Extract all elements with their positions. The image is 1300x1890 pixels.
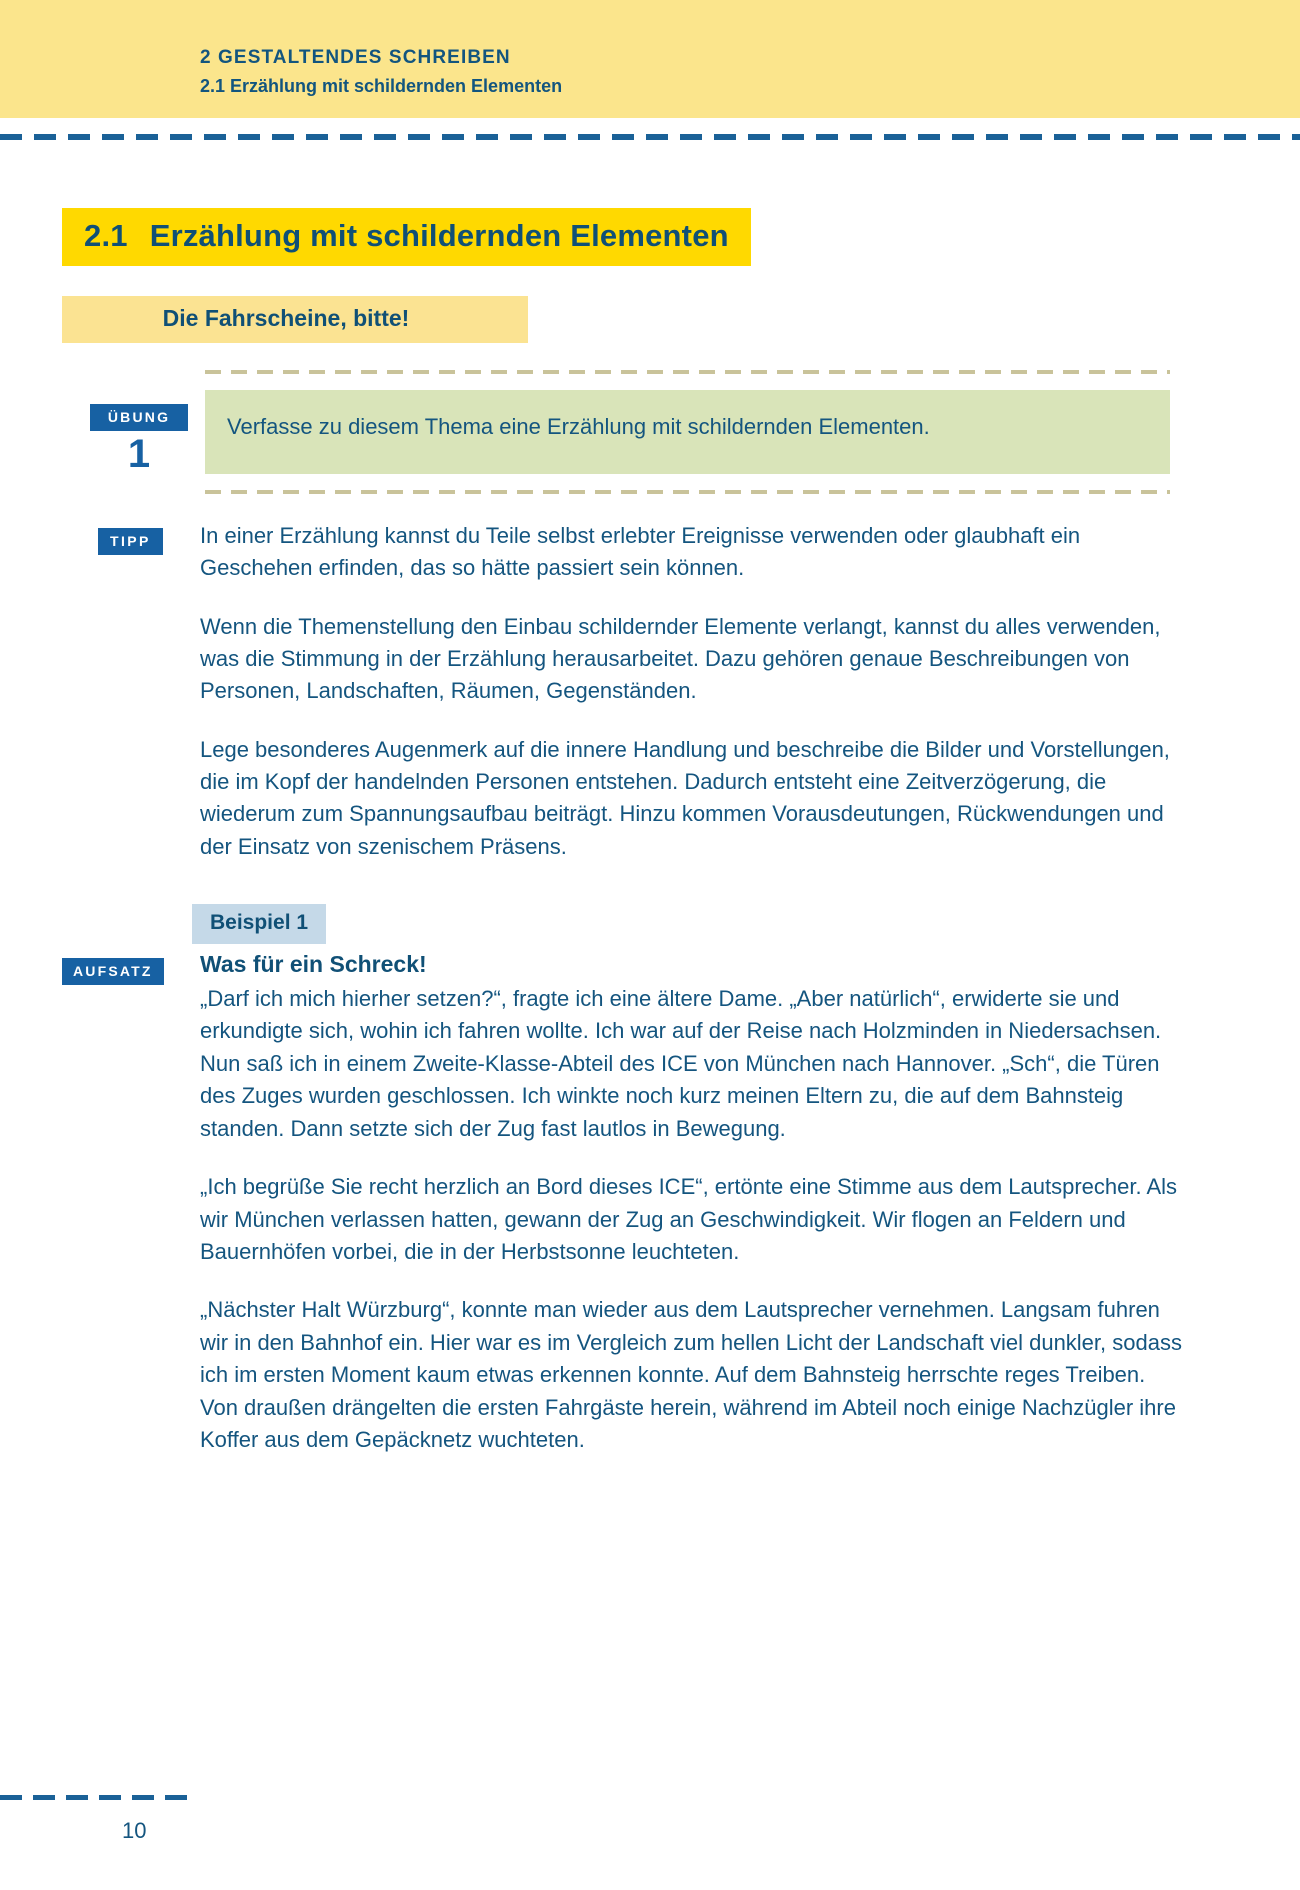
running-header-band	[0, 0, 1300, 118]
essay-body	[200, 950, 1185, 1457]
footer-dashed-rule	[0, 1795, 188, 1800]
running-header-text	[200, 46, 562, 99]
tip-paragraph: Lege besonderes Augenmerk auf die innere Handlung und beschreibe die Bilder und Vorstellungen, die im Kopf der handelnden Personen entstehen. Dadurch entsteht eine Zeitverzögerung, die wiederum zum Spannungsaufbau beiträgt. Hinzu kommen Vorausdeutungen, Rückwendungen und der Einsatz von szenischem Präsens.	[200, 736, 1170, 859]
exercise-bottom-dashed-rule	[205, 490, 1170, 494]
exercise-box-wrapper	[205, 370, 1170, 494]
essay-paragraph: „Nächster Halt Würzburg“, konnte man wieder aus dem Lautsprecher vernehmen. Langsam fuhren wir in den Bahnhof ein. Hier war es im Vergleich zum hellen Licht der Landschaft viel dunkler, sodass ich im ersten Moment kaum etwas erkennen konnte. Auf dem Bahnsteig herrschte reges Treiben. Von draußen drängelten die ersten Fahrgäste herein, während im Abteil noch einige Nachzügler ihre Koffer aus dem Gepäcknetz wuchteten.	[200, 1297, 1182, 1453]
exercise-badge-label: ÜBUNG	[90, 404, 188, 431]
topic-bar: Die Fahrscheine, bitte!	[62, 296, 528, 343]
page-number: 10	[122, 1818, 147, 1843]
exercise-block	[0, 370, 1300, 500]
essay-title: Was für ein Schreck!	[200, 951, 427, 977]
essay-badge: AUFSATZ	[62, 958, 164, 985]
header-chapter-title: 2 GESTALTENDES SCHREIBEN	[200, 47, 511, 68]
exercise-bottom-gap	[205, 474, 1170, 490]
page-title-number: 2.1	[84, 218, 128, 253]
page-title	[62, 208, 751, 266]
exercise-number: 1	[127, 432, 151, 476]
header-section-title: 2.1 Erzählung mit schildernden Elementen	[200, 75, 563, 96]
essay-paragraph: „Ich begrüße Sie recht herzlich an Bord dieses ICE“, ertönte eine Stimme aus dem Lautsprecher. Als wir München verlassen hatten, gewann der Zug an Geschwindigkeit. Wir flogen an Feldern und Bauernhöfen vorbei, die in der Herbstsonne leuchteten.	[200, 1174, 1178, 1264]
essay-paragraph: „Darf ich mich hierher setzen?“, fragte ich eine ältere Dame. „Aber natürlich“, erwiderte sie und erkundigte sich, wohin ich fahren wollte. Ich war auf der Reise nach Holzminden in Niedersachsen. Nun saß ich in einem Zweite-Klasse-Abteil des ICE von München nach Hannover. „Sch“, die Türen des Zuges wurden geschlossen. Ich winkte noch kurz meinen Eltern zu, die auf dem Bahnsteig standen. Dann setzte sich der Zug fast lautlos in Bewegung.	[200, 985, 1162, 1141]
tip-body-text	[200, 520, 1185, 863]
exercise-badge	[90, 404, 188, 475]
tip-paragraph: In einer Erzählung kannst du Teile selbst erlebter Ereignisse verwenden oder glaubhaft ein Geschehen erfinden, das so hätte passiert sein können.	[200, 523, 1081, 581]
exercise-instruction-box: Verfasse zu diesem Thema eine Erzählung mit schildernden Elementen.	[205, 390, 1170, 474]
exercise-top-gap	[205, 374, 1170, 390]
header-dashed-rule	[0, 134, 1300, 140]
tip-paragraph: Wenn die Themenstellung den Einbau schildernder Elemente verlangt, kannst du alles verwenden, was die Stimmung in der Erzählung herausarbeitet. Dazu gehören genaue Beschreibungen von Personen, Landschaften, Räumen, Gegenständen.	[200, 613, 1161, 704]
tip-badge: TIPP	[98, 528, 163, 555]
example-label-bar: Beispiel 1	[192, 904, 326, 944]
page-title-text: Erzählung mit schildernden Elementen	[149, 218, 729, 253]
